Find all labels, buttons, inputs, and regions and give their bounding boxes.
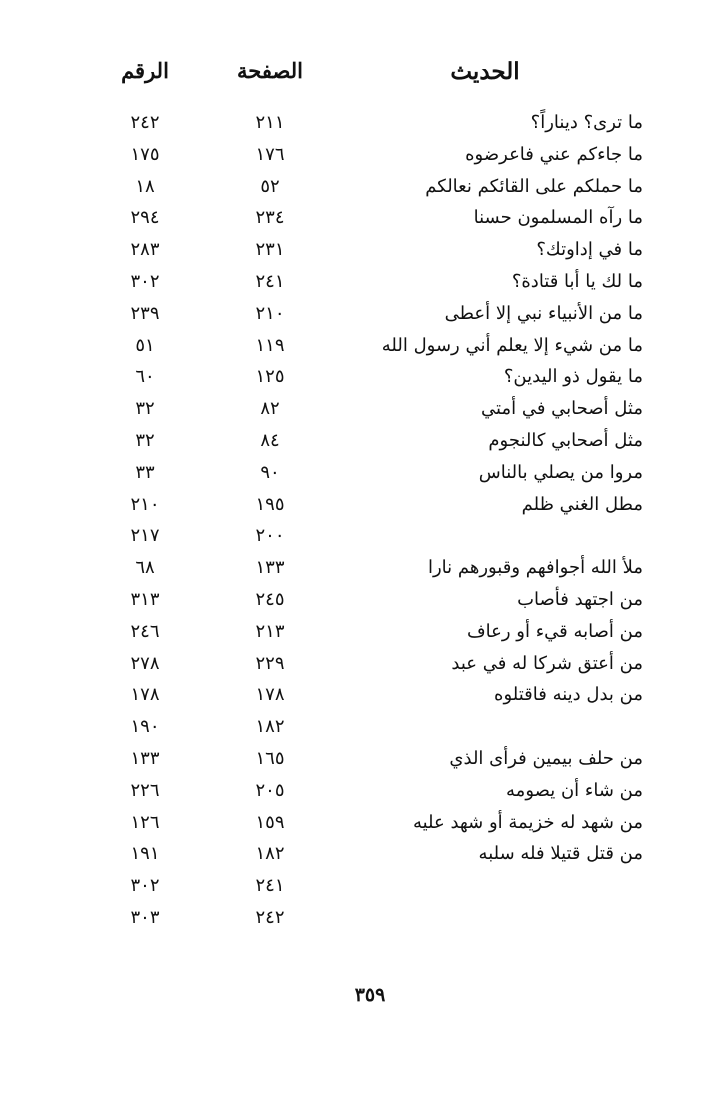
hadith-text: مثل أصحابي في أمتي — [481, 398, 643, 420]
table-row — [0, 810, 721, 842]
hadith-text: ما في إداوتك؟ — [536, 239, 643, 261]
table-row — [0, 714, 721, 746]
page-ref: ٢٣١ — [255, 239, 285, 261]
hadith-number: ٢٧٨ — [130, 652, 160, 674]
page-ref: ١٢٥ — [255, 366, 285, 388]
table-row — [0, 905, 721, 937]
page-ref: ٢٤٢ — [255, 906, 285, 928]
table-row — [0, 237, 721, 269]
table-row — [0, 428, 721, 460]
table-row — [0, 142, 721, 174]
hadith-number: ١٧٥ — [130, 143, 160, 165]
page-ref: ٩٠ — [260, 461, 280, 483]
table-row — [0, 492, 721, 524]
hadith-number: ٣٢ — [135, 398, 155, 420]
page-ref: ١٥٩ — [255, 811, 285, 833]
index-table — [0, 110, 721, 937]
header-hadith: الحديث — [450, 58, 520, 85]
page-ref: ٥٢ — [260, 175, 280, 197]
hadith-number: ٣٠٣ — [130, 906, 160, 928]
hadith-text: من حلف بيمين فرأى الذي — [449, 747, 643, 769]
hadith-text: ما من الأنبياء نبي إلا أعطى — [444, 302, 643, 324]
page-ref: ٨٤ — [260, 429, 280, 451]
hadith-text: ما من شيء إلا يعلم أني رسول الله — [381, 334, 643, 356]
hadith-number: ٢٤٢ — [130, 112, 160, 133]
table-row — [0, 841, 721, 873]
hadith-number: ٢٣٩ — [130, 302, 160, 324]
table-row — [0, 269, 721, 301]
page-ref: ٢٤١ — [255, 875, 285, 897]
table-row — [0, 873, 721, 905]
table-row — [0, 333, 721, 365]
table-row — [0, 682, 721, 714]
page-ref: ٢١٠ — [255, 302, 285, 324]
hadith-text: مطل الغني ظلم — [521, 493, 643, 515]
hadith-text: من أصابه قيء أو رعاف — [466, 620, 643, 642]
page-ref: ٢٤١ — [255, 270, 285, 292]
hadith-number: ١٩٠ — [130, 716, 160, 738]
hadith-number: ٢١٠ — [130, 493, 160, 515]
page-ref: ٢٠٠ — [255, 525, 285, 547]
page-ref: ٢١٣ — [255, 620, 285, 642]
table-row — [0, 587, 721, 619]
hadith-number: ١٧٨ — [130, 684, 160, 706]
hadith-number: ٣٠٢ — [130, 270, 160, 292]
table-row — [0, 364, 721, 396]
page-number: ٣٥٩ — [354, 984, 386, 1006]
hadith-number: ١٩١ — [130, 843, 160, 865]
page-ref: ١٨٢ — [255, 843, 285, 865]
table-row — [0, 555, 721, 587]
page-ref: ١٣٣ — [255, 557, 285, 579]
hadith-number: ١٢٦ — [130, 811, 160, 833]
hadith-text: من شهد له خزيمة أو شهد عليه — [412, 811, 643, 833]
hadith-text: ما ترى؟ ديناراً؟ — [530, 112, 643, 133]
hadith-number: ١٨ — [135, 175, 155, 197]
hadith-text: مروا من يصلي بالناس — [478, 461, 643, 483]
hadith-text: من أعتق شركا له في عبد — [451, 652, 643, 674]
table-row — [0, 174, 721, 206]
table-row — [0, 746, 721, 778]
hadith-number: ٣٠٢ — [130, 875, 160, 897]
hadith-number: ٢٩٤ — [130, 207, 160, 229]
hadith-number: ٦٨ — [135, 557, 155, 579]
hadith-number: ٢٢٦ — [130, 779, 160, 801]
hadith-text: ما يقول ذو اليدين؟ — [503, 366, 643, 388]
hadith-number: ٢١٧ — [130, 525, 160, 547]
page-ref: ٨٢ — [260, 398, 280, 420]
table-row — [0, 619, 721, 651]
table-header — [0, 58, 721, 94]
hadith-text: ما لك يا أبا قتادة؟ — [511, 270, 643, 292]
hadith-number: ٥١ — [135, 334, 155, 356]
table-row — [0, 205, 721, 237]
hadith-text: ملأ الله أجوافهم وقبورهم نارا — [427, 557, 643, 579]
hadith-text: مثل أصحابي كالنجوم — [488, 429, 643, 451]
page-ref: ٢٠٥ — [255, 779, 285, 801]
hadith-text: من شاء أن يصومه — [506, 779, 643, 801]
table-row — [0, 778, 721, 810]
page-ref: ١٧٨ — [255, 684, 285, 706]
hadith-text: ما جاءكم عني فاعرضوه — [465, 143, 643, 165]
table-row — [0, 396, 721, 428]
page-ref: ٢٤٥ — [255, 588, 285, 610]
table-row — [0, 110, 721, 142]
table-row — [0, 651, 721, 683]
hadith-text: من قتل قتيلا فله سلبه — [478, 843, 643, 865]
hadith-number: ٢٤٦ — [130, 620, 160, 642]
page-ref: ١٧٦ — [255, 143, 285, 165]
page-ref: ٢١١ — [255, 112, 285, 133]
header-number: الرقم — [121, 58, 169, 83]
hadith-number: ٣٣ — [135, 461, 155, 483]
hadith-number: ١٣٣ — [130, 747, 160, 769]
hadith-text: ما رآه المسلمون حسنا — [473, 207, 643, 229]
page-ref: ١١٩ — [255, 334, 285, 356]
hadith-number: ٣١٣ — [130, 588, 160, 610]
hadith-text: من اجتهد فأصاب — [517, 588, 643, 610]
page-ref: ١٨٢ — [255, 716, 285, 738]
hadith-number: ٢٨٣ — [130, 239, 160, 261]
hadith-number: ٦٠ — [135, 366, 155, 388]
page-ref: ٢٣٤ — [255, 207, 285, 229]
page-ref: ٢٢٩ — [255, 652, 285, 674]
table-row — [0, 460, 721, 492]
page-ref: ١٦٥ — [255, 747, 285, 769]
table-row — [0, 523, 721, 555]
table-row — [0, 301, 721, 333]
hadith-number: ٣٢ — [135, 429, 155, 451]
page-ref: ١٩٥ — [255, 493, 285, 515]
header-page: الصفحة — [237, 58, 303, 83]
hadith-text: ما حملكم على القائكم نعالكم — [425, 175, 643, 197]
hadith-text: من بدل دينه فاقتلوه — [494, 684, 643, 706]
